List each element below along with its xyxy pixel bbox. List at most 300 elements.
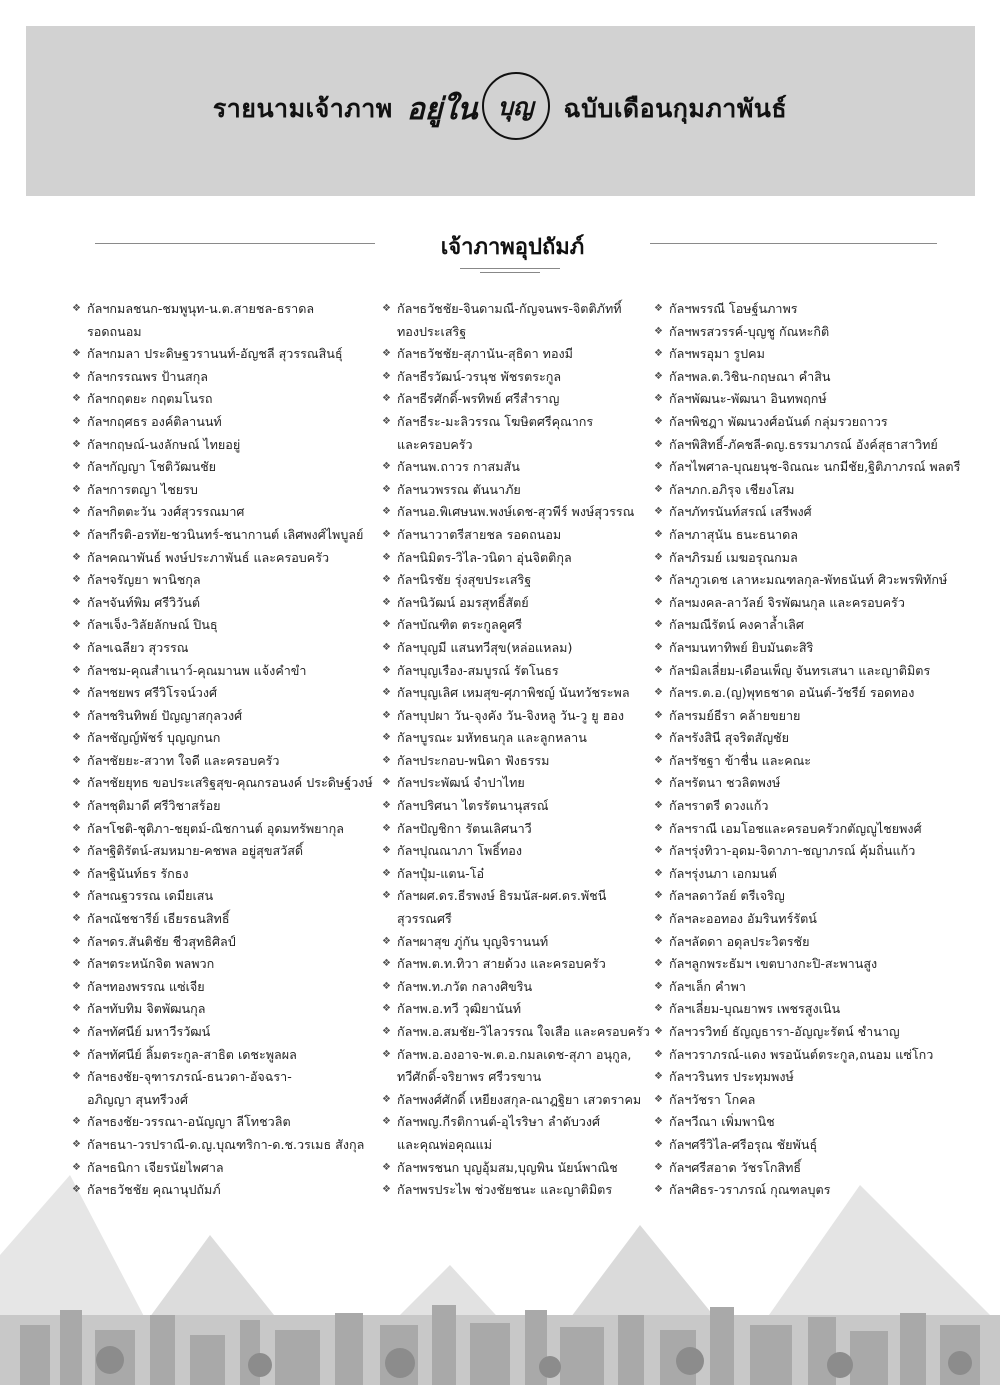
diamond-bullet-icon: ❖ (72, 709, 81, 721)
diamond-bullet-icon: ❖ (382, 867, 391, 879)
sponsor-name: กัลฯผศ.ดร.ธีรพงษ์ ธิรมนัส-ผศ.ดร.พัชนี (397, 888, 607, 904)
diamond-bullet-icon: ❖ (654, 800, 663, 812)
diamond-bullet-icon: ❖ (382, 483, 391, 495)
sponsor-name: กัลฯทองพรรณ แซ่เจีย (87, 978, 205, 994)
diamond-bullet-icon: ❖ (382, 732, 391, 744)
sponsor-name: กัลฯคณาพันธ์ พงษ์ประภาพันธ์ และครอบครัว (87, 549, 330, 565)
sponsor-list-item (382, 1021, 687, 1044)
sponsor-name: กัลฯปริศนา ไตรรัตนานุสรณ์ (397, 798, 549, 814)
diamond-bullet-icon: ❖ (654, 619, 663, 631)
sponsor-list-item (72, 1066, 377, 1111)
diamond-bullet-icon: ❖ (72, 687, 81, 699)
diamond-bullet-icon: ❖ (72, 980, 81, 992)
sponsor-list-item (654, 501, 959, 524)
sponsor-list-item (72, 976, 377, 999)
diamond-bullet-icon: ❖ (654, 913, 663, 925)
logo-circle (482, 72, 550, 140)
sponsor-column-1 (72, 298, 377, 1202)
sponsor-name: กัลฯภูวเดช เลาหะมณฑลกุล-พัทธนันท์ ศิวะพรพิทักษ์ (669, 572, 948, 588)
sponsor-list-item (654, 818, 959, 841)
sponsor-name: กัลฯธีรศักดิ์-พรทิพย์ ศรีสำราญ (397, 391, 560, 407)
sponsor-list-item (382, 501, 687, 524)
sponsor-name: กัลฯทัศนีย์ ลิ้มตระกูล-สาธิต เดชะพูลผล (87, 1046, 297, 1062)
sponsor-column-3 (654, 298, 959, 1202)
sponsor-name-continued: อภิญญา สุนทรีวงศ์ (87, 1091, 188, 1107)
diamond-bullet-icon: ❖ (72, 1026, 81, 1037)
sponsor-list-item (654, 343, 959, 366)
diamond-bullet-icon: ❖ (654, 732, 663, 744)
sponsor-list-item (72, 1111, 377, 1134)
sponsor-list-item (654, 840, 959, 863)
sponsor-list-item (382, 298, 687, 343)
sponsor-list-item (72, 614, 377, 637)
diamond-bullet-icon: ❖ (72, 867, 81, 879)
diamond-bullet-icon: ❖ (654, 461, 663, 473)
sponsor-list-item (654, 637, 959, 660)
sponsor-list-item (654, 1157, 959, 1180)
sponsor-name: กัลฯวีณา เพิ่มพานิช (669, 1114, 775, 1130)
sponsor-list-item (382, 1111, 687, 1156)
sponsor-list-item (72, 818, 377, 841)
sponsor-list-item (382, 795, 687, 818)
diamond-bullet-icon: ❖ (654, 393, 663, 405)
sponsor-list-item (382, 637, 687, 660)
sponsor-name: กัลฯทับทิม จิตพัฒนกุล (87, 1001, 206, 1017)
sponsor-name: กัลฯบุญเลิศ เหมสุข-ศุภาพิชญ์ นันทวัชระพล (397, 685, 630, 701)
sponsor-name: กัลฯบูรณะ มหัทธนกุล และลูกหลาน (397, 730, 587, 746)
sponsor-name: กัลฯพรอุมา รูปคม (669, 346, 765, 362)
sponsor-list-item (72, 298, 377, 343)
sponsor-list-item (382, 592, 687, 615)
diamond-bullet-icon: ❖ (72, 619, 81, 631)
sponsor-column-2 (382, 298, 687, 1202)
section-title: เจ้าภาพอุปถัมภ์ (440, 235, 585, 260)
diamond-bullet-icon: ❖ (382, 528, 391, 540)
diamond-bullet-icon: ❖ (654, 709, 663, 721)
sponsor-name: กัลฯพิสิทธิ์-ภัคชลี-ดญ.ธรรมาภรณ์ อังค์สุธาสาวิทย์ (669, 436, 938, 452)
sponsor-list-item (654, 388, 959, 411)
sponsor-list-item (654, 1066, 959, 1089)
diamond-bullet-icon: ❖ (654, 822, 663, 834)
sponsor-name: กัลฯทัศนีย์ มหาวีรวัฒน์ (87, 1024, 211, 1039)
sponsor-name-continued: สุวรรณศรี (397, 911, 452, 927)
sponsor-name: กัลฯมณีรัตน์ คงคาล้ำเลิศ (669, 617, 804, 633)
diamond-bullet-icon: ❖ (72, 958, 81, 970)
sponsor-name: กัลฯร.ต.อ.(ญ)พุทธชาด อนันต์-วัชรีย์ รอดทอง (669, 685, 915, 701)
sponsor-list-item (654, 479, 959, 502)
sponsor-list-item (72, 1044, 377, 1067)
title-left: รายนามเจ้าภาพ (212, 94, 393, 123)
sponsor-list-item (72, 750, 377, 773)
sponsor-list-item (72, 1134, 377, 1157)
sponsor-list-item (72, 456, 377, 479)
logo-text-1: อยู่ใน (406, 91, 478, 127)
sponsor-list-item (72, 772, 377, 795)
diamond-bullet-icon: ❖ (72, 777, 81, 789)
diamond-bullet-icon: ❖ (382, 664, 391, 676)
diamond-bullet-icon: ❖ (382, 461, 391, 473)
diamond-bullet-icon: ❖ (654, 574, 663, 586)
diamond-bullet-icon: ❖ (654, 370, 663, 382)
sponsor-name: กัลฯพ.อ.ทวี วุฒิยานันท์ (397, 1001, 522, 1017)
diamond-bullet-icon: ❖ (654, 1138, 663, 1150)
sponsor-list-item (72, 840, 377, 863)
sponsor-list-item (654, 524, 959, 547)
diamond-bullet-icon: ❖ (72, 822, 81, 834)
sponsor-list-item (654, 411, 959, 434)
sponsor-list-item (382, 682, 687, 705)
sponsor-list-item (654, 931, 959, 954)
diamond-bullet-icon: ❖ (654, 1071, 663, 1083)
diamond-bullet-icon: ❖ (382, 348, 391, 360)
diamond-bullet-icon: ❖ (654, 438, 663, 450)
diamond-bullet-icon: ❖ (72, 596, 81, 608)
sponsor-name: กัลฯพัฒนะ-พัฒนา อินทพฤกษ์ (669, 391, 827, 407)
sponsor-list-item (382, 840, 687, 863)
sponsor-list-item (382, 1179, 687, 1202)
sponsor-name: กัลฯนิมิตร-วิไล-วนิดา อุ่นจิตติกุล (397, 549, 572, 565)
sponsor-name: กัลฯธวัชชัย คุณานุปถัมภ์ (87, 1182, 221, 1198)
sponsor-name: กัลฯพรสวรรค์-บุญชู กัณหะกิติ (669, 323, 830, 339)
sponsor-name: กัลฯรุ่งทิวา-อุดม-จิดาภา-ชญาภรณ์ คุ้มถิ่นแก้ว (669, 843, 916, 859)
sponsor-name: กัลฯบุปผา วัน-จุงคัง วัน-จิงหลู วัน-วู ยู ฮอง (397, 707, 625, 723)
title-right: ฉบับเดือนกุมภาพันธ์ (563, 94, 788, 123)
diamond-bullet-icon: ❖ (654, 1161, 663, 1173)
diamond-bullet-icon: ❖ (382, 393, 391, 405)
diamond-bullet-icon: ❖ (72, 1161, 81, 1173)
sponsor-name: กัลฯธนิกา เจียรนัยไพศาล (87, 1159, 224, 1175)
diamond-bullet-icon: ❖ (382, 777, 391, 789)
diamond-bullet-icon: ❖ (72, 483, 81, 495)
sponsor-list-item (382, 953, 687, 976)
sponsor-name: กัลฯมนทาทิพย์ ยิบมันตะสิริ (669, 639, 814, 655)
sponsor-list-item (654, 750, 959, 773)
diamond-bullet-icon: ❖ (382, 641, 391, 653)
sponsor-name: กัลฯปุณณาภา โพธิ์ทอง (397, 843, 522, 859)
sponsor-name: กัลฯพรประไพ ช่วงชัยชนะ และญาติมิตร (397, 1182, 613, 1198)
sponsor-name: กัลฯธีระ-มะลิวรรณ โฆษิตศรีคุณากร (397, 413, 594, 429)
sponsor-list-item (654, 1089, 959, 1112)
diamond-bullet-icon: ❖ (382, 1161, 391, 1173)
sponsor-name: กัลฯวรินทร ประทุมพงษ์ (669, 1069, 794, 1085)
sponsor-list-item (382, 1044, 687, 1089)
diamond-bullet-icon: ❖ (72, 664, 81, 676)
sponsor-list-item (654, 976, 959, 999)
sponsor-name: กัลฯพ.อ.สมชัย-วิไลวรรณ ใจเสือ และครอบครัว (397, 1024, 650, 1039)
diamond-bullet-icon: ❖ (654, 867, 663, 879)
sponsor-list-item (382, 863, 687, 886)
sponsor-name: กัลฯรังสินี สุจริตสัญชัย (669, 730, 789, 746)
diamond-bullet-icon: ❖ (72, 1116, 81, 1128)
diamond-bullet-icon: ❖ (654, 303, 663, 314)
sponsor-name: กัลฯผาสุข ภู่กัน บุญจิรานนท์ (397, 933, 549, 949)
diamond-bullet-icon: ❖ (654, 845, 663, 857)
sponsor-name: กัลฯประกอบ-พนิดา ฟังธรรม (397, 752, 550, 768)
sponsor-list-item (72, 998, 377, 1021)
sponsor-list-item (382, 976, 687, 999)
sponsor-name: กัลฯกฤษณ์-นงลักษณ์ ไทยอยู่ (87, 436, 241, 452)
sponsor-name: กัลฯบัณฑิต ตระกูลคูศรี (397, 617, 522, 633)
diamond-bullet-icon: ❖ (654, 754, 663, 766)
diamond-bullet-icon: ❖ (382, 822, 391, 834)
diamond-bullet-icon: ❖ (72, 303, 81, 314)
sponsor-list-item (654, 434, 959, 457)
diamond-bullet-icon: ❖ (654, 596, 663, 608)
sponsor-name: กัลฯชุติมาดี ศรีวิชาสร้อย (87, 798, 221, 814)
magazine-logo (407, 78, 550, 140)
diamond-bullet-icon: ❖ (72, 1184, 81, 1196)
diamond-bullet-icon: ❖ (382, 619, 391, 631)
diamond-bullet-icon: ❖ (654, 935, 663, 947)
sponsor-list-item (382, 343, 687, 366)
sponsor-list-item (382, 524, 687, 547)
diamond-bullet-icon: ❖ (72, 913, 81, 925)
sponsor-list-item (654, 908, 959, 931)
sponsor-name: กัลฯบุญเรือง-สมบูรณ์ รัตโนธร (397, 662, 559, 678)
sponsor-list-item (72, 592, 377, 615)
sponsor-list-item (654, 998, 959, 1021)
sponsor-list-item (382, 998, 687, 1021)
diamond-bullet-icon: ❖ (382, 800, 391, 812)
diamond-bullet-icon: ❖ (72, 1138, 81, 1150)
diamond-bullet-icon: ❖ (72, 370, 81, 382)
sponsor-name: กัลฯศรีวิไล-ศรีอรุณ ชัยพันธุ์ (669, 1136, 818, 1152)
diamond-bullet-icon: ❖ (654, 1116, 663, 1128)
sponsor-name: กัลฯชัยยุทธ ขอประเสริฐสุข-คุณกรอนงค์ ประดิษฐ์วงษ์ (87, 775, 373, 791)
sponsor-name: กัลฯพงศ์ศักดิ์ เหยียงสกุล-ณาฎฐิยา เสวตราคม (397, 1091, 642, 1107)
sponsor-name: กัลฯธงชัย-จุฑารภรณ์-ธนวดา-อัจฉรา- (87, 1069, 292, 1085)
sponsor-name: กัลฯชยพร ศรีวิโรจน์วงศ์ (87, 685, 217, 701)
sponsor-list-item (382, 660, 687, 683)
sponsor-list-item (382, 750, 687, 773)
sponsor-name: กัลฯเลี่ยม-บุณยาพร เพชรสูงเนิน (669, 1001, 841, 1017)
diamond-bullet-icon: ❖ (654, 1184, 663, 1196)
diamond-bullet-icon: ❖ (382, 1093, 391, 1105)
sponsor-list-item (72, 705, 377, 728)
sponsor-list-item (382, 705, 687, 728)
sponsor-list-item (382, 388, 687, 411)
sponsor-name: กัลฯรัชฐา ข้าชื่น และคณะ (669, 752, 812, 768)
diamond-bullet-icon: ❖ (654, 348, 663, 360)
sponsor-list-item (382, 479, 687, 502)
sponsor-list-item (382, 366, 687, 389)
sponsor-list-item (72, 727, 377, 750)
sponsor-name: กัลฯณัชชารีย์ เธียรธนสิทธิ์ (87, 911, 230, 927)
diamond-bullet-icon: ❖ (382, 596, 391, 608)
diamond-bullet-icon: ❖ (654, 551, 663, 563)
diamond-bullet-icon: ❖ (72, 754, 81, 766)
sponsor-list-item (654, 772, 959, 795)
diamond-bullet-icon: ❖ (382, 506, 391, 518)
sponsor-name: กัลฯโชติ-ชุติภา-ชยุตม์-ณิชกานต์ อุดมทรัพยากุล (87, 820, 344, 836)
sponsor-list-item (654, 705, 959, 728)
diamond-bullet-icon: ❖ (382, 935, 391, 947)
sponsor-list-item (654, 614, 959, 637)
sponsor-name: กัลฯศรีสอาด วัชรโกสิทธิ์ (669, 1159, 802, 1175)
diamond-bullet-icon: ❖ (382, 687, 391, 699)
sponsor-name-continued: ทองประเสริฐ (397, 323, 467, 339)
sponsor-name: กัลฯฐิติรัตน์-สมหมาย-คชพล อยู่สุขสวัสดิ์ (87, 843, 304, 859)
sponsor-name: กัลฯนวพรรณ ตันนาภัย (397, 481, 521, 497)
sponsor-list-item (654, 321, 959, 344)
sponsor-name: กัลฯการตญา ไชยรบ (87, 481, 198, 497)
sponsor-list-item (382, 547, 687, 570)
sponsor-list-item (72, 434, 377, 457)
diamond-bullet-icon: ❖ (72, 551, 81, 563)
sponsor-name: กัลฯชรินทิพย์ ปัญญาสกุลวงศ์ (87, 707, 243, 723)
diamond-bullet-icon: ❖ (72, 348, 81, 360)
sponsor-name: กัลฯภิรมย์ เมฆอรุณกมล (669, 549, 798, 565)
sponsor-name: กัลฯปัญชิกา รัตนเลิศนาวี (397, 820, 532, 836)
sponsor-name-continued: รอดถนอม (87, 323, 142, 339)
sponsor-name: กัลฯมงคล-ลาวัลย์ จิรพัฒนกุล และครอบครัว (669, 594, 905, 610)
sponsor-list-item (654, 727, 959, 750)
diamond-bullet-icon: ❖ (654, 506, 663, 518)
sponsor-name: กัลฯชัยยะ-สวาท ใจดี และครอบครัว (87, 752, 280, 768)
diamond-bullet-icon: ❖ (382, 1116, 391, 1128)
sponsor-name: กัลฯพล.ต.วิชิน-กฤษณา คำสิน (669, 368, 831, 384)
sponsor-name: กัลฯบุญมี แสนทวีสุข(หล่อแหลม) (397, 639, 573, 655)
sponsor-name: กัลฯวราภรณ์-แดง พรอนันต์ตระกูล,ถนอม แซ่โกว (669, 1046, 934, 1062)
sponsor-list-item (72, 411, 377, 434)
sponsor-list-item (654, 592, 959, 615)
sponsor-name-continued: และคุณพ่อคุณแม่ (397, 1136, 493, 1152)
sponsor-list-item (654, 953, 959, 976)
diamond-bullet-icon: ❖ (72, 935, 81, 947)
sponsor-name: กัลฯชม-คุณสำเนาว์-คุณมานพ แจ้งคำขำ (87, 662, 307, 678)
diamond-bullet-icon: ❖ (654, 483, 663, 495)
sponsor-list-item (654, 863, 959, 886)
diamond-bullet-icon: ❖ (72, 415, 81, 427)
diamond-bullet-icon: ❖ (654, 1026, 663, 1037)
sponsor-list-item (382, 818, 687, 841)
diamond-bullet-icon: ❖ (654, 641, 663, 653)
sponsor-list-item (382, 772, 687, 795)
diamond-bullet-icon: ❖ (72, 574, 81, 586)
sponsor-name: กัลฯชัญญ์พัชร์ บุญญกนก (87, 730, 221, 746)
sponsor-name: กัลฯเจ็ง-วิลัยลักษณ์ ปินธุ (87, 617, 218, 633)
diamond-bullet-icon: ❖ (72, 890, 81, 902)
sponsor-list-item (382, 885, 687, 930)
sponsor-name: กัลฯศิธร-วราภรณ์ กุณฑลบุตร (669, 1182, 831, 1198)
diamond-bullet-icon: ❖ (654, 890, 663, 902)
sponsor-name: กัลฯกรรณพร ป้านสกุล (87, 368, 209, 384)
sponsor-name: กัลฯลูกพระธัมฯ เขตบางกะปิ-สะพานสูง (669, 956, 878, 972)
sponsor-list-item (654, 547, 959, 570)
diamond-bullet-icon: ❖ (72, 641, 81, 653)
sponsor-list-item (382, 931, 687, 954)
sponsor-list-item (654, 1179, 959, 1202)
sponsor-list-item (72, 388, 377, 411)
sponsor-name: กัลฯกมลา ประดิษฐวรานนท์-อัญชลี สุวรรณสินธุ์ (87, 346, 343, 362)
sponsor-list-item (654, 1111, 959, 1134)
sponsor-name: กัลฯลดาวัลย์ ตรีเจริญ (669, 888, 785, 904)
sponsor-name: กัลฯธวัชชัย-จินดามณี-กัญจนพร-จิตติภัททิ์ (397, 301, 622, 316)
sponsor-name: กัลฯธวัชชัย-สุภานัน-สุธิดา ทองมี (397, 346, 573, 362)
sponsor-name: กัลฯพ.อ.องอาจ-พ.ต.อ.กมลเดช-สุภา อนุกูล, (397, 1046, 632, 1062)
sponsor-name-continued: ทวีศักดิ์-จริยาพร ศรีวรขาน (397, 1069, 542, 1085)
section-divider-left (95, 243, 375, 244)
diamond-bullet-icon: ❖ (382, 958, 391, 970)
diamond-bullet-icon: ❖ (654, 958, 663, 970)
sponsor-list-item (654, 660, 959, 683)
diamond-bullet-icon: ❖ (654, 528, 663, 540)
sponsor-list-item (654, 795, 959, 818)
sponsor-name: กัลฯนพ.ถาวร กาสมสัน (397, 459, 520, 475)
sponsor-name: กัลฯกิตตะวัน วงศ์สุวรรณมาศ (87, 504, 245, 520)
section-header (0, 225, 1000, 265)
sponsor-list-item (654, 569, 959, 592)
diamond-bullet-icon: ❖ (382, 1048, 391, 1060)
section-divider-right (650, 243, 937, 244)
sponsor-name: กัลฯพญ.กีรติกานต์-อุไรริษา ลำดับวงศ์ (397, 1114, 601, 1130)
sponsor-list-item (72, 1021, 377, 1044)
diamond-bullet-icon: ❖ (72, 1048, 81, 1060)
sponsor-name: กัลฯธงชัย-วรรณา-อนัญญา ลีโทชวลิต (87, 1114, 291, 1130)
diamond-bullet-icon: ❖ (382, 1184, 391, 1196)
sponsor-list-item (72, 479, 377, 502)
sponsor-name: กัลฯรมย์ธีรา คล้ายขยาย (669, 707, 801, 723)
sponsor-name: กัลฯนิวัฒน์ อมรสุทธิ์สัตย์ (397, 594, 529, 610)
sponsor-name: กัลฯจันท์พิม ศรีวิวันต์ (87, 594, 200, 610)
diamond-bullet-icon: ❖ (382, 574, 391, 586)
diamond-bullet-icon: ❖ (654, 325, 663, 337)
sponsor-name: กัลฯจรัญยา พานิชกุล (87, 572, 201, 588)
sponsor-list-item (382, 411, 687, 456)
diamond-bullet-icon: ❖ (72, 528, 81, 540)
sponsor-list-item (654, 298, 959, 321)
sponsor-list-item (72, 908, 377, 931)
sponsor-name: กัลฯลัดดา อดุลประวิตรชัย (669, 933, 810, 949)
sponsor-name: กัลฯเฉลียว สุวรรณ (87, 639, 189, 655)
diamond-bullet-icon: ❖ (654, 1003, 663, 1015)
sponsor-name: กัลฯวัชรา โกคล (669, 1091, 756, 1107)
diamond-bullet-icon: ❖ (382, 551, 391, 563)
sponsor-list-item (72, 953, 377, 976)
diamond-bullet-icon: ❖ (654, 687, 663, 699)
sponsor-name: กัลฯฐินันท์ธร รักธง (87, 865, 189, 881)
diamond-bullet-icon: ❖ (72, 800, 81, 812)
diamond-bullet-icon: ❖ (382, 890, 391, 902)
sponsor-name: กัลฯประพัฒน์ จำปาไทย (397, 775, 525, 791)
diamond-bullet-icon: ❖ (382, 980, 391, 992)
sponsor-name: กัลฯราณี เอมโอชและครอบครัวกตัญญูไชยพงศ์ (669, 820, 922, 836)
sponsor-name-continued: และครอบครัว (397, 436, 473, 452)
sponsor-list-item (72, 795, 377, 818)
sponsor-name: กัลฯธีรวัฒน์-วรนุช พัชรตระกูล (397, 368, 562, 384)
sponsor-list-item (382, 614, 687, 637)
sponsor-name: กัลฯรัตนา ชวลิตพงษ์ (669, 775, 781, 791)
sponsor-list-item (382, 456, 687, 479)
sponsor-list-item (382, 1157, 687, 1180)
diamond-bullet-icon: ❖ (654, 1093, 663, 1105)
diamond-bullet-icon: ❖ (382, 709, 391, 721)
diamond-bullet-icon: ❖ (72, 1003, 81, 1015)
sponsor-list-item (382, 569, 687, 592)
sponsor-name: กัลฯราตรี ดวงแก้ว (669, 798, 769, 814)
diamond-bullet-icon: ❖ (654, 777, 663, 789)
diamond-bullet-icon: ❖ (72, 1071, 81, 1083)
diamond-bullet-icon: ❖ (654, 1048, 663, 1060)
sponsor-name: กัลฯกฤตยะ กฤตมโนรถ (87, 391, 213, 407)
sponsor-name: กัลฯปุ๋ม-แตน-โอ๋ (397, 865, 485, 881)
sponsor-list-item (72, 501, 377, 524)
sponsor-list-item (72, 524, 377, 547)
diamond-bullet-icon: ❖ (382, 1026, 391, 1037)
sponsor-name: กัลฯนอ.พิเศษนพ.พงษ์เดช-สุวพีร์ พงษ์สุวรรณ (397, 504, 635, 520)
sponsor-name: กัลฯไพศาล-บุณยนุช-จิณณะ นกมีชัย,ฐิติภาภรณ์ พลตรี (669, 459, 961, 475)
sponsor-name: กัลฯณฐวรรณ เดมียเสน (87, 888, 214, 904)
